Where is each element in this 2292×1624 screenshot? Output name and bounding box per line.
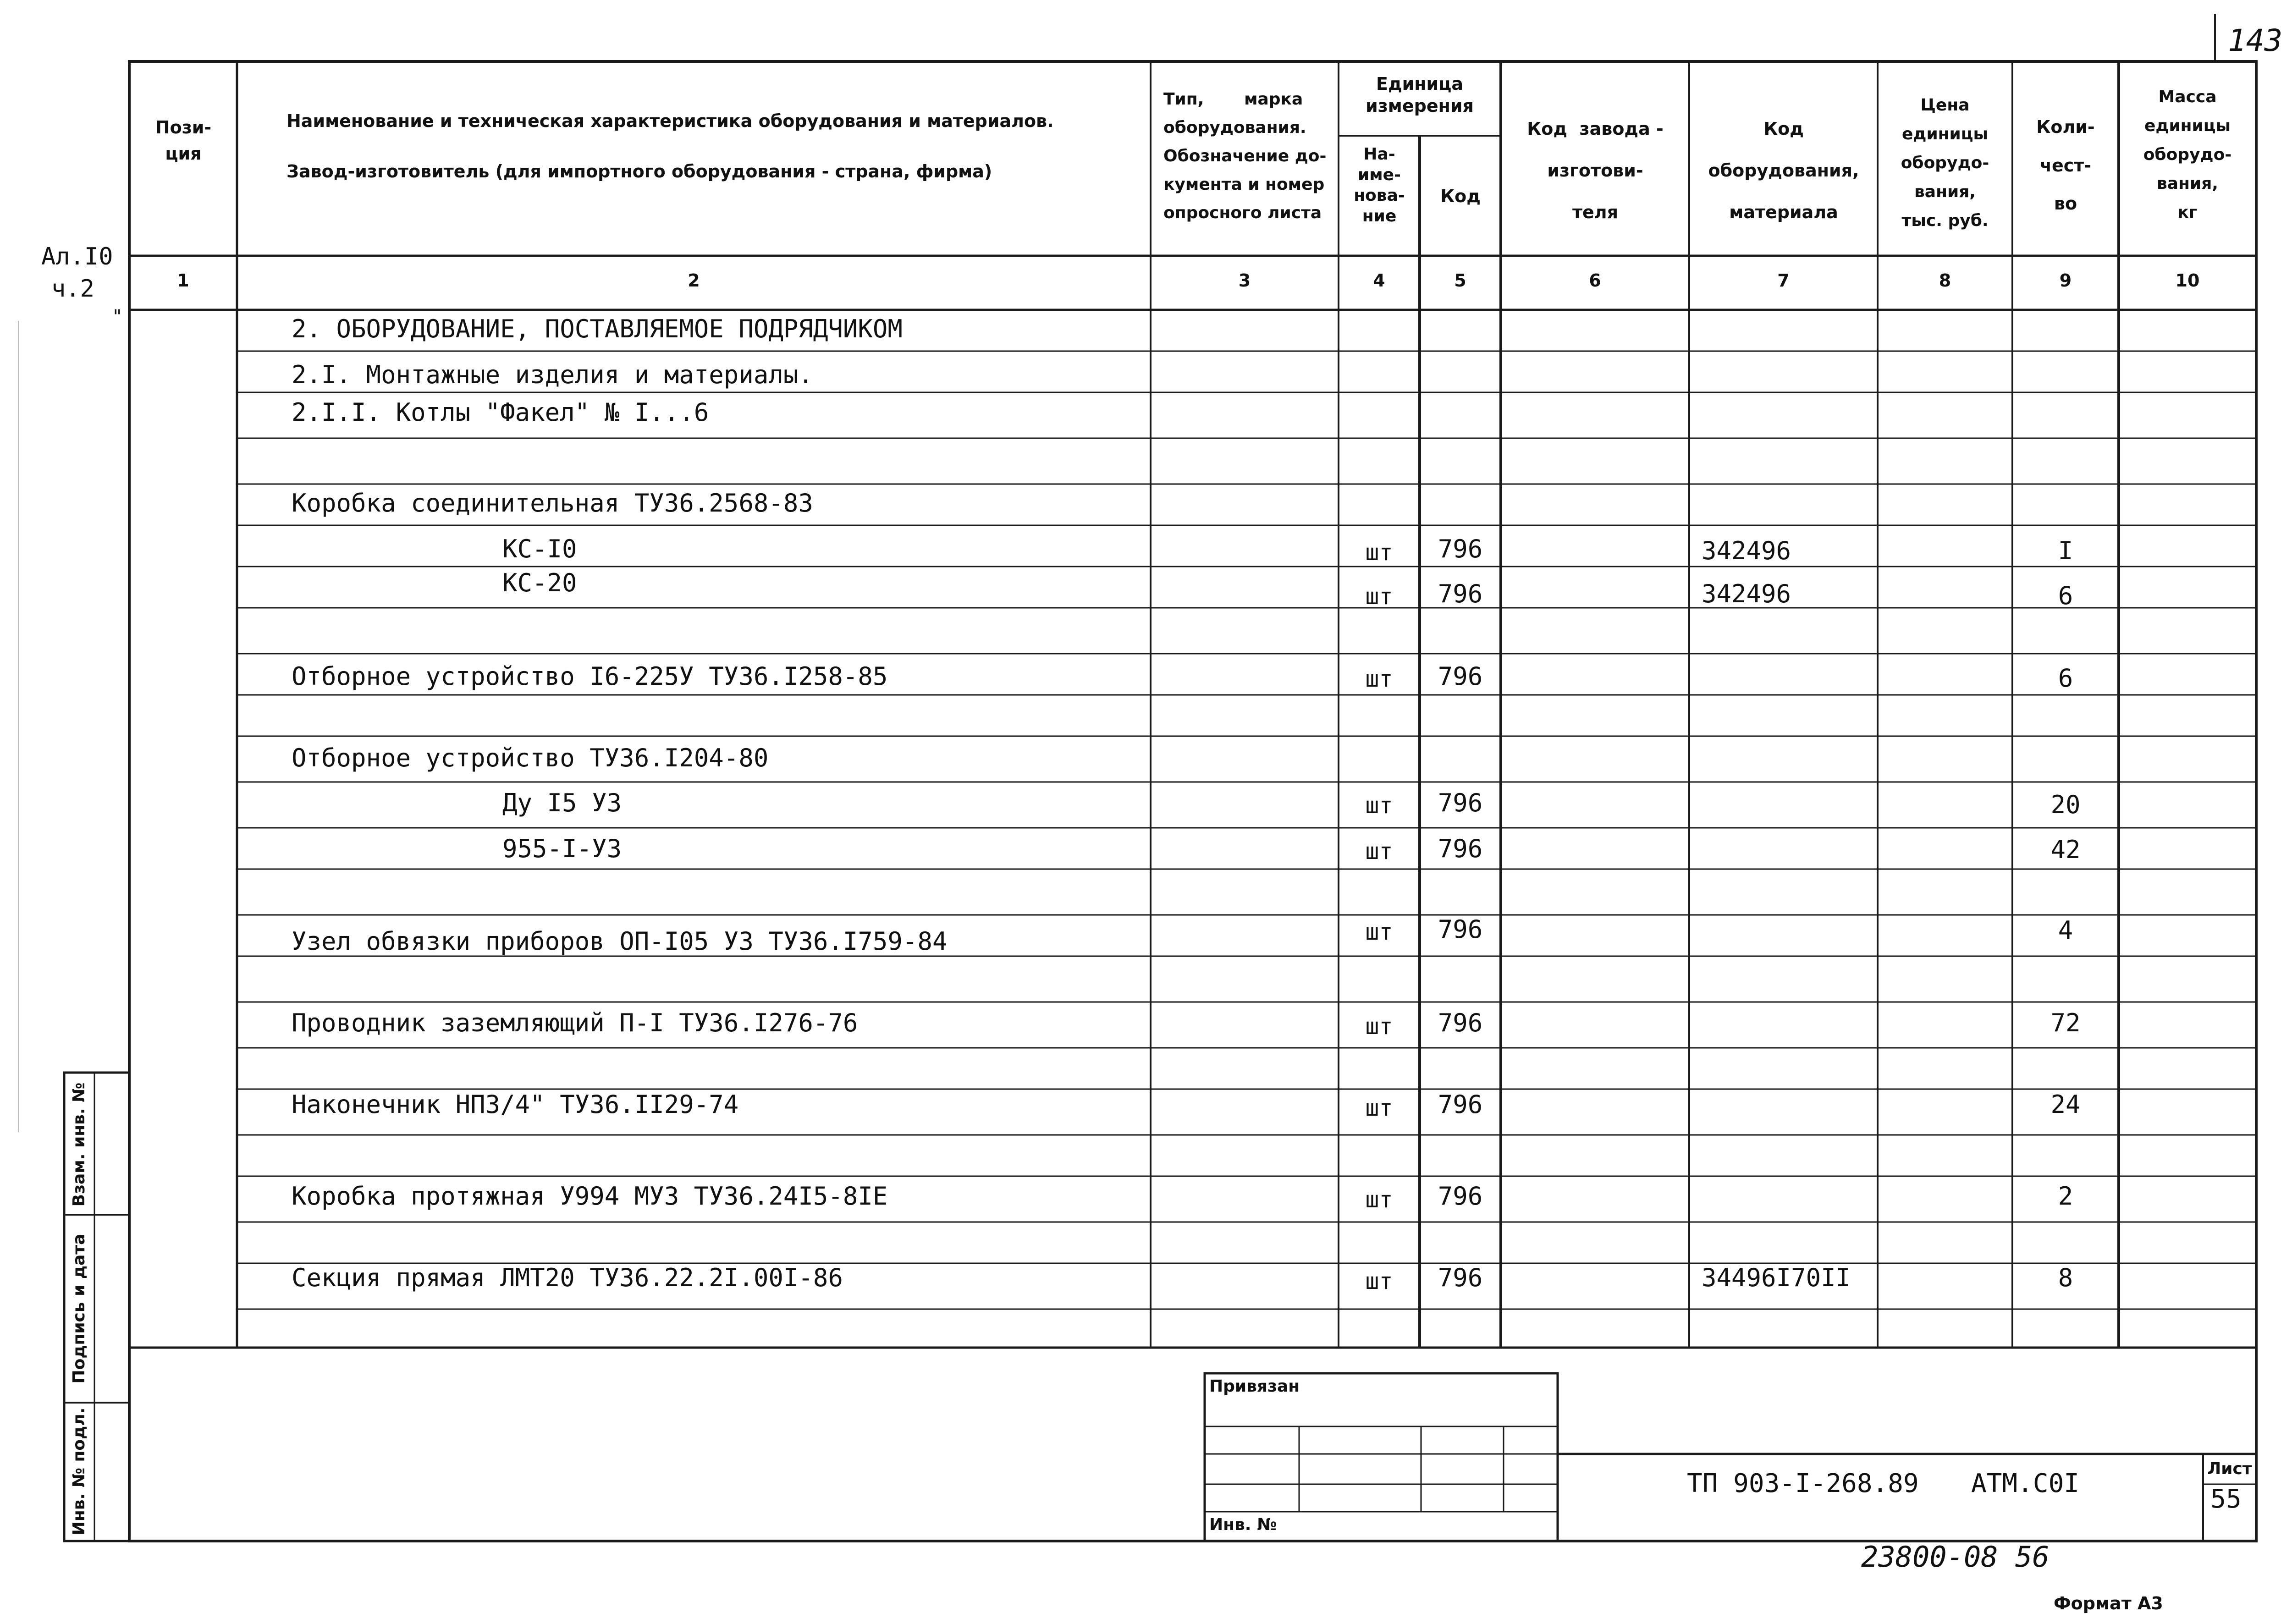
sidebar-signature-date: Подпись и дата: [70, 1233, 88, 1384]
item-unit: шт: [1365, 1268, 1393, 1294]
col-number-1: 1: [177, 270, 189, 291]
item-name: Наконечник НП3/4" ТУ36.II29-74: [292, 1090, 739, 1119]
sheet-label: Лист: [2207, 1459, 2252, 1478]
item-name: КС-I0: [502, 534, 577, 563]
item-material-code: 34496I70II: [1702, 1263, 1851, 1292]
item-quantity: 24: [2050, 1090, 2081, 1119]
header-name-line1: Наименование и техническая характеристика оборудования и материалов.: [286, 111, 1054, 131]
margin-note-line2: ч.2: [51, 275, 94, 303]
header-unit-code: Код: [1440, 186, 1481, 206]
item-name: КС-20: [502, 568, 577, 597]
item-name: Отборное устройство ТУ36.I204-80: [292, 743, 769, 772]
item-unit-code: 796: [1438, 534, 1483, 563]
header-type: Тип, марка оборудования. Обозначение до- кумента и номер опросного листа: [1163, 90, 1327, 222]
item-unit: шт: [1365, 1095, 1393, 1121]
margin-tick: ": [112, 306, 123, 327]
item-quantity: I: [2058, 536, 2073, 565]
header-unit-name: На- име- нова- ние: [1354, 145, 1405, 226]
item-quantity: 6: [2058, 664, 2073, 693]
item-unit: шт: [1365, 1186, 1393, 1213]
item-unit-code: 796: [1438, 788, 1483, 817]
format-label: Формат А3: [2054, 1593, 2163, 1613]
item-name: Проводник заземляющий П-I ТУ36.I276-76: [292, 1008, 858, 1037]
header-quantity: Коли- чест- во: [2036, 117, 2095, 214]
sheet-corner-number: 143: [2228, 23, 2283, 58]
col-number-2: 2: [688, 270, 700, 291]
item-unit-code: 796: [1438, 1090, 1483, 1119]
item-unit-code: 796: [1438, 579, 1483, 608]
item-quantity: 2: [2058, 1182, 2073, 1211]
item-unit-code: 796: [1438, 1263, 1483, 1292]
item-unit-code: 796: [1438, 1182, 1483, 1211]
col-number-5: 5: [1454, 270, 1466, 291]
header-unit-group: Единица измерения: [1366, 74, 1474, 116]
item-quantity: 6: [2058, 581, 2073, 610]
header-factory-code: Код завода - изготови- теля: [1527, 119, 1664, 223]
item-quantity: 20: [2050, 790, 2081, 819]
item-quantity: 42: [2050, 835, 2081, 864]
item-unit: шт: [1365, 539, 1393, 566]
item-unit: шт: [1365, 583, 1393, 610]
item-name: Отборное устройство I6-225У ТУ36.I258-85: [292, 662, 888, 691]
col-number-3: 3: [1238, 270, 1251, 291]
doc-mark: АТМ.С0I: [1971, 1469, 2080, 1498]
col-number-6: 6: [1589, 270, 1601, 291]
item-name: Коробка протяжная У994 МУ3 ТУ36.24I5-8IE: [292, 1182, 888, 1211]
item-unit: шт: [1365, 1013, 1393, 1040]
header-price: Цена единицы оборудо- вания, тыс. руб.: [1901, 96, 1989, 230]
sheet-number: 55: [2210, 1484, 2242, 1514]
header-equipment-code: Код оборудования, материала: [1708, 119, 1859, 223]
subsection-title: 2.I. Монтажные изделия и материалы.: [292, 360, 813, 389]
item-unit-code: 796: [1438, 1008, 1483, 1037]
archive-number: 23800-08 56: [1861, 1540, 2050, 1574]
col-number-10: 10: [2175, 270, 2200, 291]
item-unit-code: 796: [1438, 834, 1483, 863]
item-material-code: 342496: [1702, 579, 1791, 608]
col-number-9: 9: [2059, 270, 2072, 291]
subsubsection-title: 2.I.I. Котлы "Факел" № I...6: [292, 398, 709, 427]
item-name: 955-I-У3: [502, 834, 622, 863]
sidebar-vzam-inv: Взам. инв. №: [70, 1082, 88, 1207]
item-quantity: 4: [2058, 916, 2073, 945]
header-name-line2: Завод-изготовитель (для импортного оборудования - страна, фирма): [286, 161, 992, 182]
item-name: Коробка соединительная ТУ36.2568-83: [292, 489, 813, 517]
col-number-4: 4: [1373, 270, 1385, 291]
margin-note-line1: Ал.I0: [41, 243, 113, 270]
doc-code: ТП 903-I-268.89: [1687, 1469, 1919, 1498]
stamp-inv-no: Инв. №: [1209, 1515, 1277, 1534]
section-title: 2. ОБОРУДОВАНИЕ, ПОСТАВЛЯЕМОЕ ПОДРЯДЧИКОМ: [292, 314, 903, 343]
item-unit: шт: [1365, 838, 1393, 864]
item-name: Секция прямая ЛМТ20 ТУ36.22.2I.00I-86: [292, 1263, 843, 1292]
item-unit: шт: [1365, 666, 1393, 692]
sidebar-inv-podl: Инв. № подл.: [70, 1407, 88, 1536]
item-unit-code: 796: [1438, 915, 1483, 944]
item-material-code: 342496: [1702, 536, 1791, 565]
col-number-7: 7: [1777, 270, 1790, 291]
col-number-8: 8: [1939, 270, 1951, 291]
item-unit: шт: [1365, 792, 1393, 819]
header-position: Пози- ция: [155, 117, 212, 164]
item-name: Узел обвязки приборов ОП-I05 У3 ТУ36.I759-84: [292, 927, 948, 956]
item-name: Ду I5 У3: [502, 788, 622, 817]
item-unit: шт: [1365, 919, 1393, 945]
item-quantity: 72: [2050, 1008, 2081, 1037]
item-quantity: 8: [2058, 1263, 2073, 1292]
header-mass: Масса единицы оборудо- вания, кг: [2143, 88, 2232, 222]
item-unit-code: 796: [1438, 662, 1483, 691]
stamp-privyazan: Привязан: [1209, 1377, 1300, 1396]
